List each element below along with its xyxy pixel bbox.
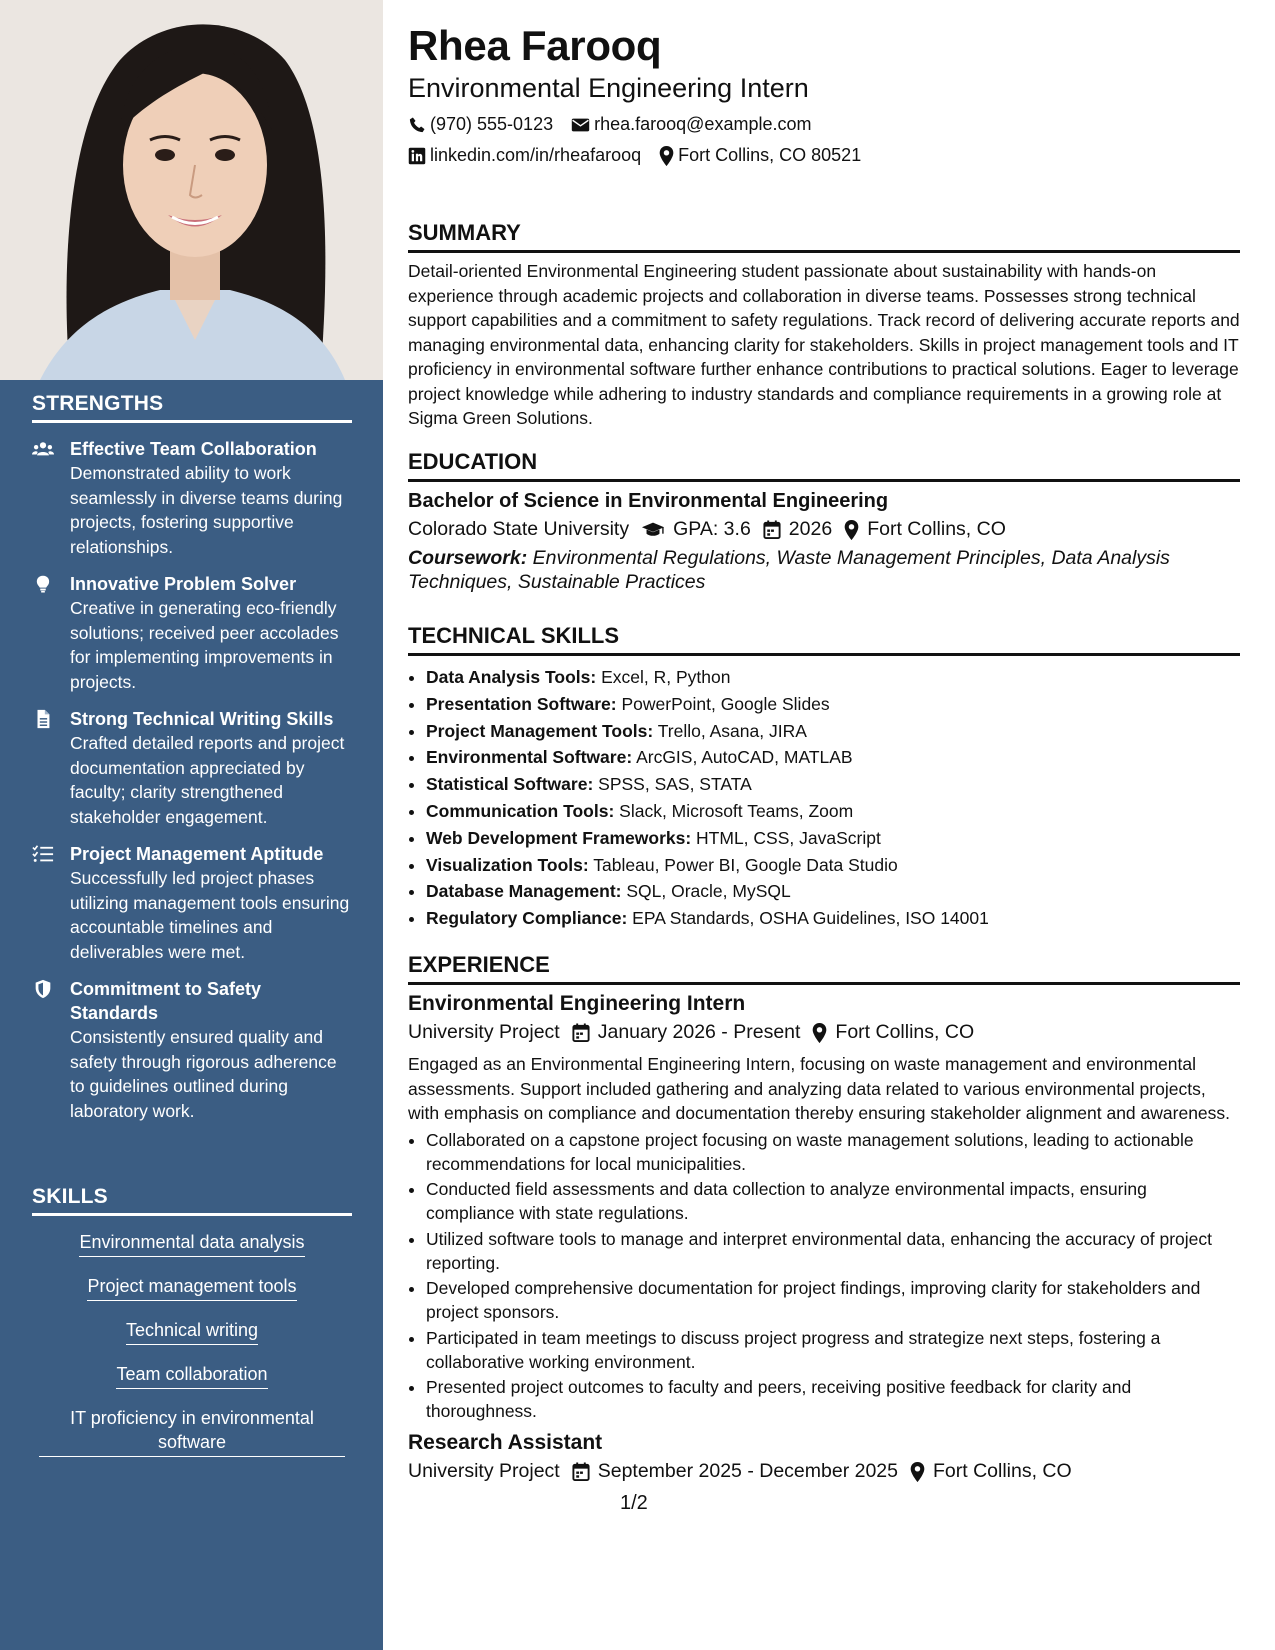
grad-year-item xyxy=(763,518,832,541)
map-pin-icon xyxy=(659,146,674,166)
summary-heading: SUMMARY xyxy=(408,220,1240,253)
technical-skills-heading: TECHNICAL SKILLS xyxy=(408,623,1240,656)
strength-desc: Creative in generating eco-friendly solutions; received peer accolades for implementing improvements in projects. xyxy=(70,598,339,692)
strength-desc: Consistently ensured quality and safety through rigorous adherence to guidelines outlined during laboratory work. xyxy=(70,1027,337,1121)
location-contact xyxy=(659,145,861,166)
job-entry xyxy=(408,992,1240,1423)
summary-section xyxy=(408,220,1240,431)
education-meta xyxy=(408,518,1240,541)
users-icon xyxy=(32,439,54,459)
calendar-icon xyxy=(763,520,781,539)
job-location-item xyxy=(812,1021,974,1044)
shield-icon xyxy=(32,979,54,999)
job-summary: Engaged as an Environmental Engineering Intern, focusing on waste management and environmental assessments. Support included gathering and analyzing data related to various environmental projects, with emphasis on compliance and documentation thereby ensuring stakeholder alignment and awareness. xyxy=(408,1054,1231,1123)
job-title: Environmental Engineering Intern xyxy=(408,992,746,1015)
job-bullet: • Developed comprehensive documentation for project findings, improving clarity for stakeholders and project sponsors. xyxy=(426,1276,1240,1324)
tech-skill-value: Tableau, Power BI, Google Data Studio xyxy=(593,854,898,875)
tech-skill-item xyxy=(426,905,1240,932)
job-org: University Project xyxy=(408,1460,560,1482)
tech-skill-label: Communication Tools: xyxy=(426,800,615,821)
job-title: Research Assistant xyxy=(408,1431,603,1454)
education-section xyxy=(408,449,1240,594)
tech-skill-label: Presentation Software: xyxy=(426,693,617,714)
lightbulb-icon xyxy=(32,574,54,594)
document-icon xyxy=(32,709,54,729)
job-location-item xyxy=(910,1460,1072,1483)
tech-skill-item xyxy=(426,798,1240,825)
sidebar xyxy=(0,0,383,1650)
tech-skill-value: Slack, Microsoft Teams, Zoom xyxy=(619,800,854,821)
school-name: Colorado State University xyxy=(408,518,630,540)
strength-item xyxy=(32,437,352,559)
strength-title: Strong Technical Writing Skills xyxy=(70,709,334,729)
skill-tag: Environmental data analysis xyxy=(79,1230,304,1257)
phone-text: (970) 555-0123 xyxy=(430,114,554,134)
map-pin-icon xyxy=(812,1023,827,1043)
strength-title: Project Management Aptitude xyxy=(70,844,324,864)
strength-item xyxy=(32,707,352,829)
tech-skill-item xyxy=(426,664,1240,691)
tech-skill-value: SPSS, SAS, STATA xyxy=(598,774,752,795)
technical-skills-list xyxy=(408,664,1240,932)
tech-skill-value: SQL, Oracle, MySQL xyxy=(626,881,791,902)
job-meta xyxy=(408,1021,1240,1044)
summary-text: Detail-oriented Environmental Engineering student passionate about sustainability with hands-on experience through academic projects and collaboration in diverse teams. Possesses strong technical support capabilities and a commitment to safety regulations. Track record of delivering accurate reports and managing environmental data, enhancing clarity for stakeholders. Skills in project management tools and IT proficiency in environmental software further enhance contributions to practical solutions. Eager to leverage project knowledge while adhering to industry standards and compliance requirements in a growing role at Sigma Green Solutions. xyxy=(408,261,1240,428)
linkedin-icon xyxy=(408,147,426,165)
map-pin-icon xyxy=(910,1462,925,1482)
tech-skill-item xyxy=(426,825,1240,852)
tech-skill-value: HTML, CSS, JavaScript xyxy=(696,827,881,848)
candidate-name: Rhea Farooq xyxy=(408,22,662,69)
grad-year-text: 2026 xyxy=(788,518,833,540)
contact-row xyxy=(408,114,829,135)
strengths-section xyxy=(32,392,352,1123)
job-bullet: • Participated in team meetings to discuss project progress and strategize next steps, fostering a collaborative working environment. xyxy=(426,1326,1240,1374)
tech-skill-item xyxy=(426,878,1240,905)
job-entry xyxy=(408,1431,1240,1483)
degree-title: Bachelor of Science in Environmental Engineering xyxy=(408,490,889,512)
candidate-role: Environmental Engineering Intern xyxy=(408,73,809,103)
job-bullet: • Collaborated on a capstone project focusing on waste management solutions, leading to actionable recommendations for local municipalities. xyxy=(426,1128,1240,1176)
coursework-label: Coursework: xyxy=(408,547,528,569)
strength-title: Commitment to Safety Standards xyxy=(70,979,262,1023)
skill-tag: IT proficiency in environmental software xyxy=(39,1406,345,1457)
portrait-illustration xyxy=(0,0,383,380)
job-bullet: • Utilized software tools to manage and interpret environmental data, enhancing the accuracy of project reporting. xyxy=(426,1227,1240,1275)
strength-desc: Demonstrated ability to work seamlessly in diverse teams during projects, fostering supportive relationships. xyxy=(70,463,343,557)
coursework-list: Environmental Regulations, Waste Management Principles, Data Analysis Techniques, Sustainable Practices xyxy=(408,547,1170,593)
strength-item xyxy=(32,977,352,1123)
tech-skill-item xyxy=(426,771,1240,798)
job-dates-item xyxy=(572,1460,898,1483)
tech-skill-value: Trello, Asana, JIRA xyxy=(657,720,807,741)
tech-skill-label: Data Analysis Tools: xyxy=(426,667,597,687)
tech-skill-label: Database Management: xyxy=(426,881,622,902)
job-dates: September 2025 - December 2025 xyxy=(597,1460,898,1482)
phone-contact xyxy=(408,114,553,135)
profile-photo xyxy=(0,0,383,380)
strengths-heading: STRENGTHS xyxy=(32,392,352,423)
location-text: Fort Collins, CO 80521 xyxy=(678,145,862,165)
skill-list xyxy=(32,1230,352,1474)
email-contact[interactable] xyxy=(571,114,811,135)
tech-skill-value: PowerPoint, Google Slides xyxy=(621,693,830,714)
strength-title: Effective Team Collaboration xyxy=(70,439,317,459)
strength-desc: Successfully led project phases utilizing management tools ensuring accountable timelines and deliverables were met. xyxy=(70,868,350,962)
education-heading: EDUCATION xyxy=(408,449,1240,482)
tech-skill-label: Visualization Tools: xyxy=(426,854,589,875)
tech-skill-label: Project Management Tools: xyxy=(426,720,654,741)
experience-section xyxy=(408,952,1240,1483)
experience-heading: EXPERIENCE xyxy=(408,952,1240,985)
email-link[interactable]: rhea.farooq@example.com xyxy=(594,114,812,134)
job-location: Fort Collins, CO xyxy=(835,1021,975,1043)
strength-item xyxy=(32,572,352,694)
graduation-cap-icon xyxy=(641,521,665,539)
job-bullet: • Conducted field assessments and data collection to analyze environmental impacts, ensuring compliance with state regulations. xyxy=(426,1177,1240,1225)
skill-tag: Technical writing xyxy=(126,1318,258,1345)
skill-tag: Team collaboration xyxy=(116,1362,267,1389)
job-dates: January 2026 - Present xyxy=(597,1021,801,1043)
job-bullet: • Presented project outcomes to faculty and peers, receiving positive feedback for clarity and thoroughness. xyxy=(426,1375,1240,1423)
linkedin-contact[interactable] xyxy=(408,145,641,166)
job-dates-item xyxy=(572,1021,801,1044)
coursework xyxy=(408,546,1240,594)
calendar-icon xyxy=(572,1023,590,1042)
map-pin-icon xyxy=(844,520,859,540)
tech-skill-item xyxy=(426,744,1240,771)
tech-skill-label: Web Development Frameworks: xyxy=(426,827,692,848)
skill-tag: Project management tools xyxy=(87,1274,296,1301)
tech-skill-label: Environmental Software: xyxy=(426,747,633,768)
tasks-icon xyxy=(32,844,54,864)
tech-skill-item xyxy=(426,718,1240,745)
job-bullets xyxy=(408,1128,1240,1424)
page-number: 1/2 xyxy=(620,1492,648,1514)
tech-skill-value: EPA Standards, OSHA Guidelines, ISO 14001 xyxy=(632,908,989,929)
strength-item xyxy=(32,842,352,964)
skills-section xyxy=(32,1185,352,1474)
education-location-text: Fort Collins, CO xyxy=(867,518,1006,540)
tech-skill-item xyxy=(426,852,1240,879)
tech-skill-item xyxy=(426,691,1240,718)
envelope-icon xyxy=(571,117,590,133)
strength-title: Innovative Problem Solver xyxy=(70,574,297,594)
tech-skill-label: Statistical Software: xyxy=(426,774,594,795)
linkedin-link[interactable]: linkedin.com/in/rheafarooq xyxy=(430,145,642,165)
tech-skill-value: ArcGIS, AutoCAD, MATLAB xyxy=(636,747,853,768)
gpa-item xyxy=(641,518,751,541)
tech-skill-value: Excel, R, Python xyxy=(601,667,731,687)
technical-skills-section xyxy=(408,623,1240,932)
job-location: Fort Collins, CO xyxy=(932,1460,1072,1482)
job-meta xyxy=(408,1460,1240,1483)
education-location-item xyxy=(844,518,1006,541)
strength-desc: Crafted detailed reports and project documentation appreciated by faculty; clarity strengthened stakeholder engagement. xyxy=(70,733,345,827)
contact-row xyxy=(408,145,879,166)
gpa-text: GPA: 3.6 xyxy=(673,518,751,540)
tech-skill-label: Regulatory Compliance: xyxy=(426,908,628,929)
phone-icon xyxy=(408,116,426,134)
calendar-icon xyxy=(572,1462,590,1481)
job-org: University Project xyxy=(408,1021,560,1043)
skills-heading: SKILLS xyxy=(32,1185,352,1216)
